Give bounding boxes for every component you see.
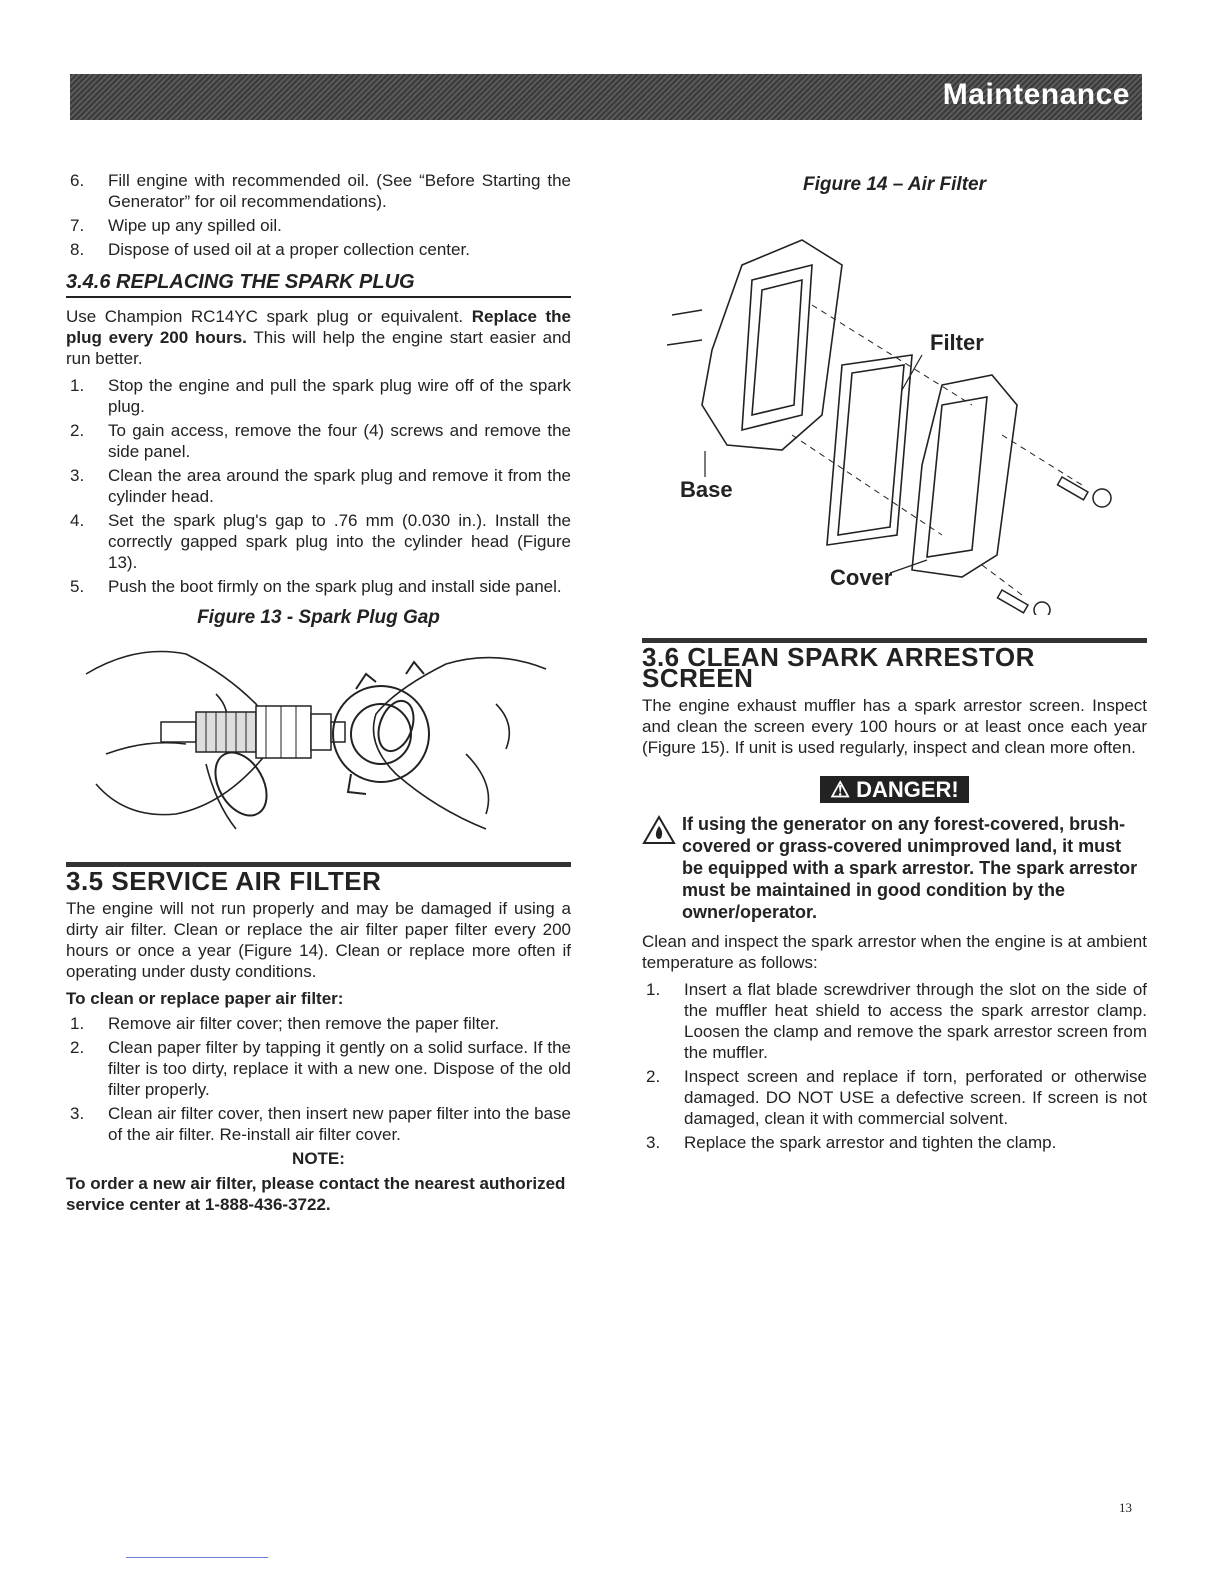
danger-label: ⚠ DANGER! (820, 776, 969, 803)
cover-label: Cover (830, 565, 893, 590)
right-column (642, 170, 1147, 1156)
base-label: Base (680, 477, 733, 502)
spark-plug-steps (66, 375, 571, 597)
list-item: 8. Dispose of used oil at a proper collection center. (70, 240, 470, 259)
section-banner (70, 74, 1142, 120)
list-item: 3. Replace the spark arrestor and tighten the clamp. (646, 1133, 1057, 1152)
arrestor-heading: 3.6 CLEAN SPARK ARRESTOR SCREEN (642, 638, 1147, 689)
list-item: 6. Fill engine with recommended oil. (See “Before Starting the Generator” for oil recommendations). (70, 171, 571, 211)
list-item: 1. Remove air filter cover; then remove the paper filter. (70, 1014, 500, 1033)
footer-divider (126, 1557, 268, 1558)
fire-warning-icon (642, 813, 682, 923)
page-number: 13 (1119, 1500, 1132, 1515)
list-item: 4. Set the spark plug's gap to .76 mm (0.030 in.). Install the correctly gapped spark plug into the cylinder head (Figure 13). (70, 511, 571, 572)
list-item: 1. Stop the engine and pull the spark plug wire off of the spark plug. (70, 376, 571, 416)
list-item: 2. Clean paper filter by tapping it gently on a solid surface. If the filter is too dirty, replace it with a new one. Dispose of the old filter properly. (70, 1038, 571, 1099)
banner-title: Maintenance (942, 78, 1130, 111)
list-item: 3. Clean the area around the spark plug and remove it from the cylinder head. (70, 466, 571, 506)
air-filter-intro: The engine will not run properly and may be damaged if using a dirty air filter. Clean or replace the air filter paper filter every 200 hours or once a year (Figure 14). Clean or replace more often if operating under dusty conditions. (66, 899, 571, 981)
air-filter-heading: 3.5 SERVICE AIR FILTER (66, 862, 571, 892)
arrestor-intro: The engine exhaust muffler has a spark arrestor screen. Inspect and clean the screen every 100 hours or at least once each year (Figure 15). If unit is used regularly, inspect and clean more often. (642, 696, 1147, 757)
list-item: 2. To gain access, remove the four (4) screws and remove the side panel. (70, 421, 571, 461)
list-item: 3. Clean air filter cover, then insert new paper filter into the base of the air filter. Re-install air filter cover. (70, 1104, 571, 1144)
oil-steps-list (66, 170, 571, 260)
note-title: NOTE: (292, 1149, 345, 1168)
figure13-caption: Figure 13 - Spark Plug Gap (197, 607, 440, 628)
air-filter-illustration (642, 205, 1142, 615)
list-item: 1. Insert a flat blade screwdriver through the slot on the side of the muffler heat shield to access the spark arrestor clamp. Loosen the clamp and remove the spark arrestor screen from the muffler. (646, 980, 1147, 1062)
arrestor-steps (642, 979, 1147, 1153)
spark-plug-heading: 3.4.6 REPLACING THE SPARK PLUG (66, 272, 571, 298)
air-filter-steps (66, 1013, 571, 1145)
list-item: 5. Push the boot firmly on the spark plug and install side panel. (70, 577, 562, 596)
list-item: 7. Wipe up any spilled oil. (70, 216, 282, 235)
figure14-caption: Figure 14 – Air Filter (802, 174, 986, 195)
filter-label: Filter (930, 330, 984, 355)
spark-plug-gap-illustration (66, 634, 571, 849)
note-text: To order a new air filter, please contact the nearest authorized service center at 1-888-436-3722. (66, 1174, 566, 1214)
list-item: 2. Inspect screen and replace if torn, perforated or otherwise damaged. DO NOT USE a defective screen. If screen is not damaged, clean it with commercial solvent. (646, 1067, 1147, 1128)
danger-banner (642, 776, 1147, 803)
arrestor-lead: Clean and inspect the spark arrestor when the engine is at ambient temperature as follows: (642, 932, 1147, 972)
danger-warning: If using the generator on any forest-covered, brush-covered or grass-covered unimproved land, it must be equipped with a spark arrestor. The spark arrestor must be maintained in good condition by the owner/operator. (642, 813, 1147, 923)
left-column (66, 170, 571, 1215)
spark-plug-intro: Use Champion RC14YC spark plug or equivalent. Replace the plug every 200 hours. This will help the engine start easier and run better. (66, 307, 572, 368)
air-filter-subheading: To clean or replace paper air filter: (66, 989, 344, 1008)
